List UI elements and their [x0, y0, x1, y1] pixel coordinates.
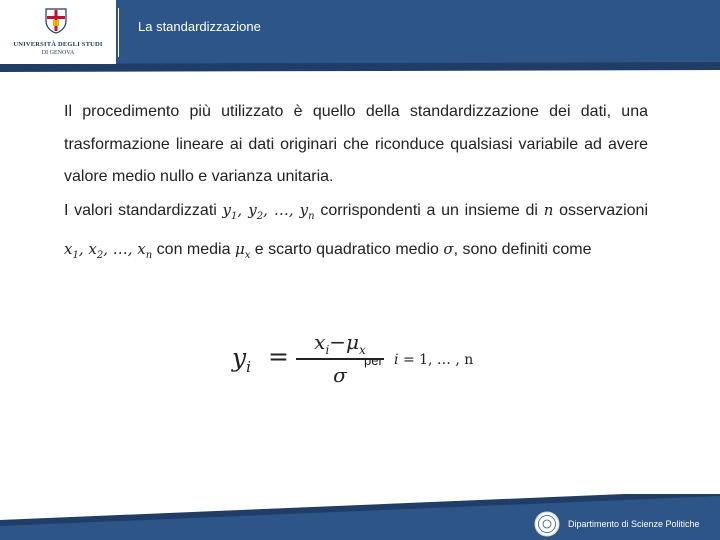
paragraph-definition: Il procedimento più utilizzato è quello della standardizzazione dei dati, una trasformazione lineare ai dati originari che riconduce qualsiasi variabile ad avere valore medio nullo e varianza unitaria. [64, 103, 648, 185]
slide-title: La standardizzazione [138, 19, 261, 34]
formula-lhs: $y_i$ [232, 343, 251, 376]
university-city: DI GENOVA [41, 50, 75, 56]
formula-range: i = 1, … , n [394, 352, 474, 368]
math-n: n [543, 200, 554, 219]
formula-numerator: $x_i-\mu_x$ [314, 330, 366, 357]
math-sigma: σ [443, 240, 454, 258]
department-name: Dipartimento di Scienze Politiche [568, 519, 700, 529]
crest-icon [44, 8, 68, 34]
university-logo [0, 0, 116, 64]
department-seal-icon [534, 511, 560, 537]
standardization-formula [232, 330, 492, 386]
math-x-values: $x_1$, $x_2$, …, $x_n$ [64, 240, 153, 261]
formula-equals: = [268, 342, 289, 371]
slide-body [64, 96, 648, 273]
header-divider [118, 8, 119, 57]
formula-per-label: per [364, 353, 383, 368]
math-mu-x: $\mu_x$ [234, 240, 251, 261]
paragraph-standardized-values: I valori standardizzati $y_1$, $y_2$, …, $y_n$ corrispondenti a un insieme di n osservazioni $x_1$, $x_2$, …, $x_n$ con media $\mu_x$ e scarto quadratico medio σ, sono definiti come [64, 200, 649, 261]
footer-bar [0, 494, 720, 540]
university-name: UNIVERSITÀ DEGLI STUDI [13, 41, 103, 48]
formula-denominator: σ [333, 363, 347, 387]
math-y-values: $y_1$, $y_2$, …, $y_n$ [222, 200, 315, 222]
